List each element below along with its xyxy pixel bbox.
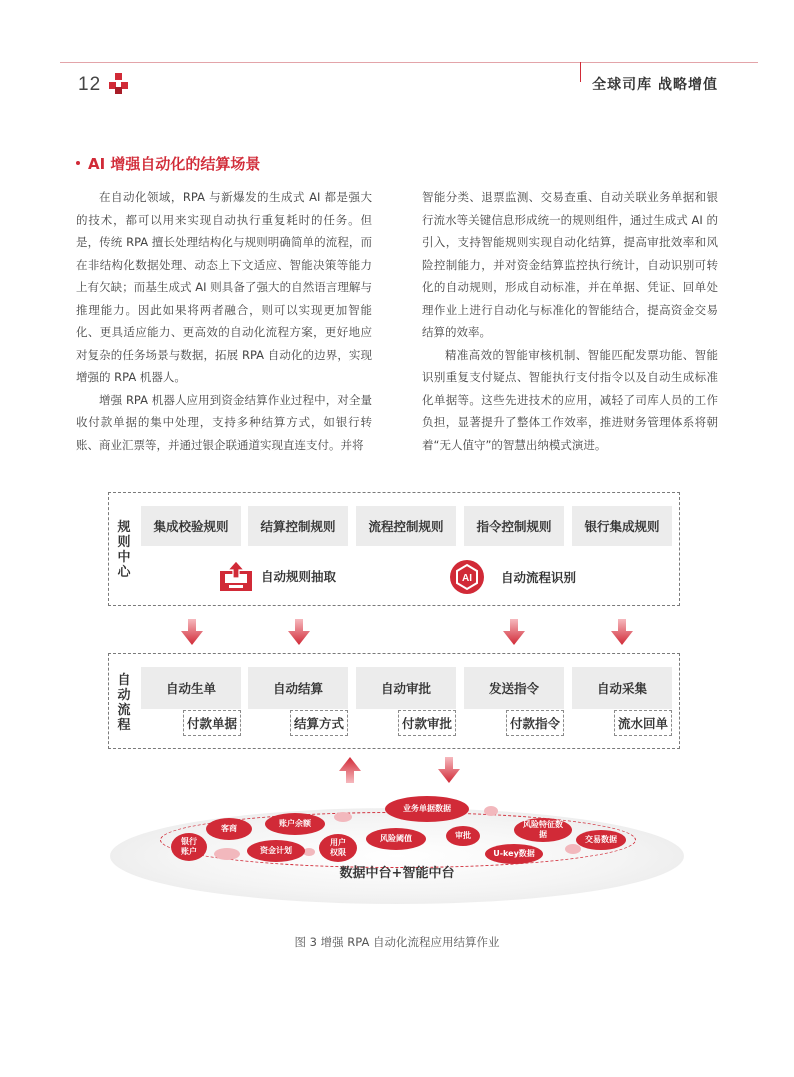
flow-step-cell: 自动生单 bbox=[141, 667, 241, 709]
section-heading bbox=[76, 153, 260, 174]
arrow-up-icon bbox=[339, 757, 361, 783]
decor-dot bbox=[565, 844, 581, 854]
ai-badge-icon bbox=[449, 559, 485, 595]
header-title: 全球司库 战略增值 bbox=[592, 77, 718, 93]
rule-cell: 集成校验规则 bbox=[141, 506, 241, 546]
auto-flow-label: 自动流程 bbox=[117, 673, 131, 733]
data-bubble: 用户权限 bbox=[319, 834, 357, 862]
data-bubble: 客商 bbox=[206, 818, 252, 840]
data-bubble: 业务单据数据 bbox=[385, 796, 469, 822]
rule-cell: 银行集成规则 bbox=[572, 506, 672, 546]
section-heading-text: AI 增强自动化的结算场景 bbox=[88, 155, 261, 173]
rule-cell: 指令控制规则 bbox=[464, 506, 564, 546]
rule-cell: 结算控制规则 bbox=[248, 506, 348, 546]
paragraph: 在自动化领域，RPA 与新爆发的生成式 AI 都是强大的技术，都可以用来实现自动执行重复耗时的任务。但是，传统 RPA 擅长处理结构化与规则明确简单的流程，而在非结构化数据处理、动态上下文适应、智能决策等能力上有欠缺；而基生成式 AI 则具备了强大的自然语言理解与推理能力。因此如果将两者融合，则可以实现更加智能化、更具适应能力、更高效的自动化流程方案，更好地应对复杂的任务场景与数据，拓展 RPA 自动化的边界，实现增强的 RPA 机器人。 bbox=[76, 190, 372, 384]
feature-flow-recognition bbox=[449, 559, 576, 595]
flow-step-cell: 自动采集 bbox=[572, 667, 672, 709]
decor-dot bbox=[214, 848, 240, 860]
flow-output-cell: 付款单据 bbox=[183, 710, 241, 736]
flow-step-cell: 发送指令 bbox=[464, 667, 564, 709]
arrow-down-icon bbox=[181, 619, 203, 645]
body-left-column bbox=[76, 186, 372, 456]
flow-output-cell: 流水回单 bbox=[614, 710, 672, 736]
feature-label: 自动规则抽取 bbox=[261, 569, 337, 584]
arrow-down-icon bbox=[288, 619, 310, 645]
flow-output-cell: 付款指令 bbox=[506, 710, 564, 736]
decor-dot bbox=[334, 812, 352, 822]
flow-step-cell: 自动审批 bbox=[356, 667, 456, 709]
heading-bullet-icon bbox=[76, 161, 80, 165]
page-number: 12 bbox=[78, 74, 102, 95]
data-bubble: 银行账户 bbox=[171, 833, 207, 861]
rules-center-label: 规则中心 bbox=[117, 520, 131, 580]
figure-caption: 图 3 增强 RPA 自动化流程应用结算作业 bbox=[294, 935, 500, 949]
cubes-logo-icon bbox=[108, 72, 130, 94]
flow-output-cell: 付款审批 bbox=[398, 710, 456, 736]
data-bubble: 交易数据 bbox=[576, 830, 626, 850]
decor-dot bbox=[484, 806, 498, 816]
data-bubble: 风险特征数据 bbox=[514, 818, 572, 842]
header-rule-tick bbox=[580, 62, 581, 82]
rule-extract-icon bbox=[219, 559, 253, 593]
rule-cell: 流程控制规则 bbox=[356, 506, 456, 546]
feature-rule-extract bbox=[219, 559, 336, 593]
data-bubble: 资金计划 bbox=[247, 840, 305, 862]
arrow-down-icon bbox=[438, 757, 460, 783]
ai-badge-text: AI bbox=[462, 573, 472, 584]
data-bubble: 审批 bbox=[446, 826, 480, 846]
feature-label: 自动流程识别 bbox=[501, 570, 577, 585]
body-right-column bbox=[422, 186, 718, 456]
platform-label: 数据中台+智能中台 bbox=[339, 866, 455, 881]
flow-step-cell: 自动结算 bbox=[248, 667, 348, 709]
data-bubble: U-key数据 bbox=[485, 844, 543, 864]
paragraph: 增强 RPA 机器人应用到资金结算作业过程中，对全量收付款单据的集中处理，支持多种结算方式，如银行转账、商业汇票等，并通过银企联通道实现直连支付。并将 bbox=[76, 392, 372, 452]
header-rule bbox=[60, 62, 758, 63]
data-bubble: 风险阈值 bbox=[366, 828, 426, 850]
paragraph: 精准高效的智能审核机制、智能匹配发票功能、智能识别重复支付疑点、智能执行支付指令以及自动生成标准化单据等。这些先进技术的应用，减轻了司库人员的工作负担，显著提升了整体工作效率，推进财务管理体系将朝着“无人值守”的智慧出纳模式演进。 bbox=[422, 347, 718, 452]
flow-output-cell: 结算方式 bbox=[290, 710, 348, 736]
arrow-down-icon bbox=[503, 619, 525, 645]
data-bubble: 账户余额 bbox=[265, 813, 325, 835]
arrow-down-icon bbox=[611, 619, 633, 645]
paragraph: 智能分类、退票监测、交易查重、自动关联业务单据和银行流水等关键信息形成统一的规则组件，通过生成式 AI 的引入，支持智能规则实现自动化结算，提高审批效率和风险控制能力，并对资金结算监控执行统计，自动识别可转化的自动规则，形成自动标准，并在单据、凭证、回单处理作业上进行自动化与标准化的智能结合，提高资金交易结算的效率。 bbox=[422, 190, 718, 339]
